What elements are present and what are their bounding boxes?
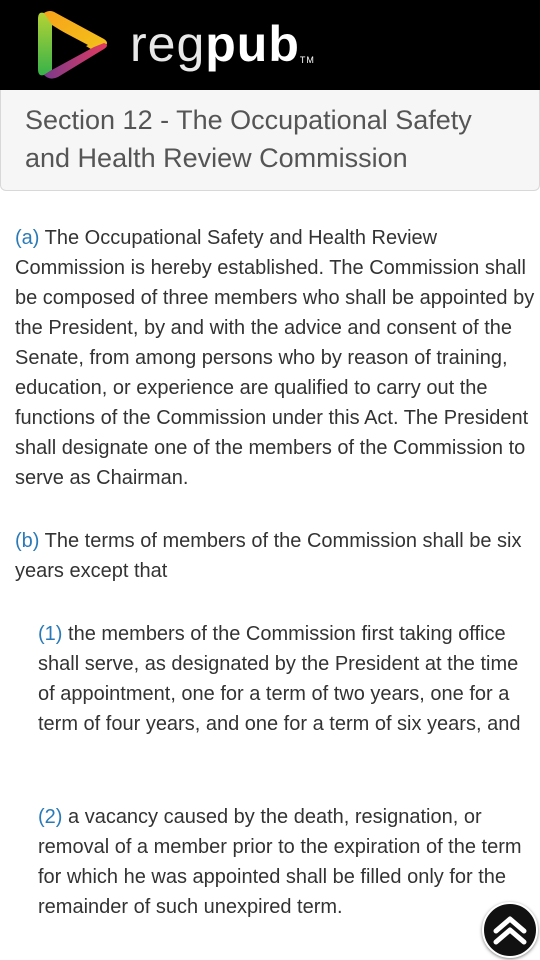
paragraph-a [15,223,537,493]
brand-logo-trademark: TM [299,55,315,65]
brand-logo-bold: pub [205,16,300,72]
paragraph-text: The terms of members of the Commission shall be six years except that [15,530,522,582]
chevron-up-icon [493,915,527,945]
page-title: Section 12 - The Occupational Safety and Health Review Commission [25,105,472,173]
brand-logo [130,14,315,88]
paragraph-b-1 [38,619,540,739]
paragraph-marker: (b) [15,530,40,552]
paragraph-marker: (1) [38,623,63,645]
paragraph-marker: (a) [15,227,40,249]
play-triangle-icon [30,3,114,87]
paragraph-marker: (2) [38,806,63,828]
paragraph-text: a vacancy caused by the death, resignation, or removal of a member prior to the expiration of the term for which he was appointed shall be filled only for the remainder of such unexpired term. [38,806,522,918]
brand-logo-light: reg [130,16,206,72]
paragraph-b-2 [38,802,528,922]
paragraph-text: The Occupational Safety and Health Review Commission is hereby established. The Commission shall be composed of three members who shall be appointed by the President, by and with the advice and consent of the Senate, from among persons who by reason of training, education, or experience are qualified to carry out the functions of the Commission under this Act. The President shall designate one of the members of the Commission to serve as Chairman. [15,227,535,489]
section-header [0,90,540,191]
paragraph-b [15,526,537,586]
paragraph-text: the members of the Commission first taking office shall serve, as designated by the President at the time of appointment, one for a term of two years, one for a term of four years, and one for a term of six years, and [38,623,521,735]
scroll-to-top-button[interactable] [482,902,538,958]
app-header [0,0,540,90]
